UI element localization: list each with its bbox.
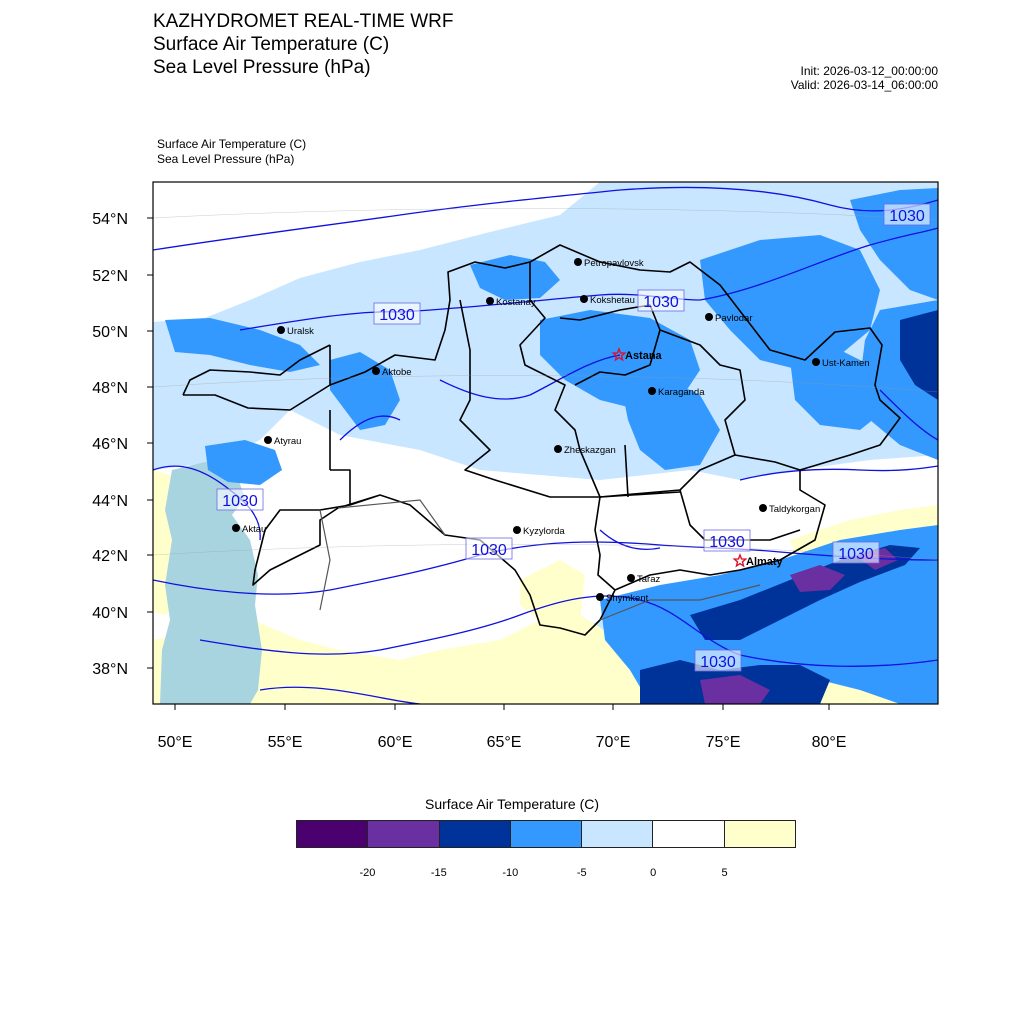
isobar-label	[217, 489, 263, 510]
city-label: Petropavlovsk	[584, 258, 644, 269]
isobar-label-text: 1030	[643, 294, 679, 311]
colorbar-swatch	[440, 821, 511, 847]
colorbar-tick-label: -5	[576, 867, 587, 879]
map-area	[153, 182, 938, 704]
city-dot-icon	[705, 313, 713, 321]
colorbar-swatch	[582, 821, 653, 847]
city	[759, 504, 820, 515]
colorbar-swatch	[297, 821, 368, 847]
city-dot-icon	[627, 574, 635, 582]
city-dot-icon	[372, 367, 380, 375]
city-dot-icon	[574, 258, 582, 266]
valid-time: Valid: 2026-03-14_06:00:00	[790, 78, 938, 92]
lon-label: 70°E	[595, 734, 631, 751]
city	[574, 258, 644, 269]
isobar-label	[704, 530, 750, 551]
city-dot-icon	[648, 387, 656, 395]
isobar-label-text: 1030	[471, 542, 507, 559]
city-label: Kostanay	[496, 297, 536, 308]
city-label: Taldykorgan	[769, 504, 821, 515]
city-dot-icon	[580, 295, 588, 303]
colorbar-tick-label: 5	[721, 867, 728, 879]
city-dot-icon	[513, 526, 521, 534]
isobar-label-text: 1030	[379, 307, 415, 324]
colorbar-tick-label: -10	[502, 867, 519, 879]
city-label: Uralsk	[287, 326, 314, 337]
colorbar-tick-label: 0	[650, 867, 657, 879]
subtitle-line-1: Surface Air Temperature (C)	[157, 137, 307, 151]
lat-label: 40°N	[92, 605, 128, 622]
colorbar-tick-label: -15	[430, 867, 447, 879]
lat-label: 50°N	[92, 324, 128, 341]
colorbar-swatch	[368, 821, 439, 847]
city-dot-icon	[277, 326, 285, 334]
city-label: Karaganda	[658, 387, 705, 398]
city-label: Shymkent	[606, 593, 649, 604]
city-label: Taraz	[637, 574, 661, 585]
lon-label: 55°E	[267, 734, 303, 751]
lat-label: 42°N	[92, 548, 128, 565]
lon-label: 75°E	[705, 734, 741, 751]
subtitle-line-2: Sea Level Pressure (hPa)	[157, 152, 295, 166]
colorbar-swatch	[653, 821, 724, 847]
isobar-label-text: 1030	[838, 546, 874, 563]
city-dot-icon	[486, 297, 494, 305]
title-line-3: Sea Level Pressure (hPa)	[153, 57, 371, 78]
city	[554, 445, 616, 456]
city-label: Aktau	[242, 524, 267, 535]
lon-label: 65°E	[486, 734, 522, 751]
lon-label: 80°E	[811, 734, 847, 751]
colorbar-swatch	[511, 821, 582, 847]
isobar-label-text: 1030	[709, 534, 745, 551]
city-dot-icon	[232, 524, 240, 532]
longitude-ticks	[158, 704, 847, 751]
lat-label: 46°N	[92, 436, 128, 453]
city-label: Astana	[625, 350, 662, 362]
lat-label: 38°N	[92, 661, 128, 678]
lon-label: 60°E	[377, 734, 413, 751]
title-line-2: Surface Air Temperature (C)	[153, 34, 390, 55]
isobar-label	[833, 542, 879, 563]
colorbar	[296, 820, 796, 848]
colorbar-tick-label: -20	[359, 867, 376, 879]
city-label: Ust-Kamen	[822, 358, 870, 369]
isobar-label-text: 1030	[700, 654, 736, 671]
city-dot-icon	[759, 504, 767, 512]
isobar-label	[638, 290, 684, 311]
city-label: Kyzylorda	[523, 526, 565, 537]
isobar-label	[374, 303, 420, 324]
init-time: Init: 2026-03-12_00:00:00	[800, 64, 938, 78]
isobar-label-text: 1030	[889, 208, 925, 225]
lat-label: 44°N	[92, 493, 128, 510]
isobar-label	[466, 538, 512, 559]
colorbar-title: Surface Air Temperature (C)	[424, 796, 600, 812]
colorbar-swatch	[725, 821, 795, 847]
city-dot-icon	[554, 445, 562, 453]
latitude-ticks	[92, 211, 153, 678]
city-dot-icon	[596, 593, 604, 601]
city-label: Atyrau	[274, 436, 302, 447]
city-label: Almaty	[746, 556, 783, 568]
isobar-label	[695, 650, 741, 671]
city-label: Pavlodar	[715, 313, 753, 324]
city-label: Kokshetau	[590, 295, 635, 306]
city-label: Aktobe	[382, 367, 412, 378]
city-dot-icon	[812, 358, 820, 366]
isobar-label-text: 1030	[222, 493, 258, 510]
lat-label: 52°N	[92, 268, 128, 285]
isobar-label	[884, 204, 930, 225]
title-line-1: KAZHYDROMET REAL-TIME WRF	[153, 11, 454, 32]
lat-label: 48°N	[92, 380, 128, 397]
lon-label: 50°E	[157, 734, 193, 751]
city-label: Zheskazgan	[564, 445, 616, 456]
city-dot-icon	[264, 436, 272, 444]
lat-label: 54°N	[92, 211, 128, 228]
